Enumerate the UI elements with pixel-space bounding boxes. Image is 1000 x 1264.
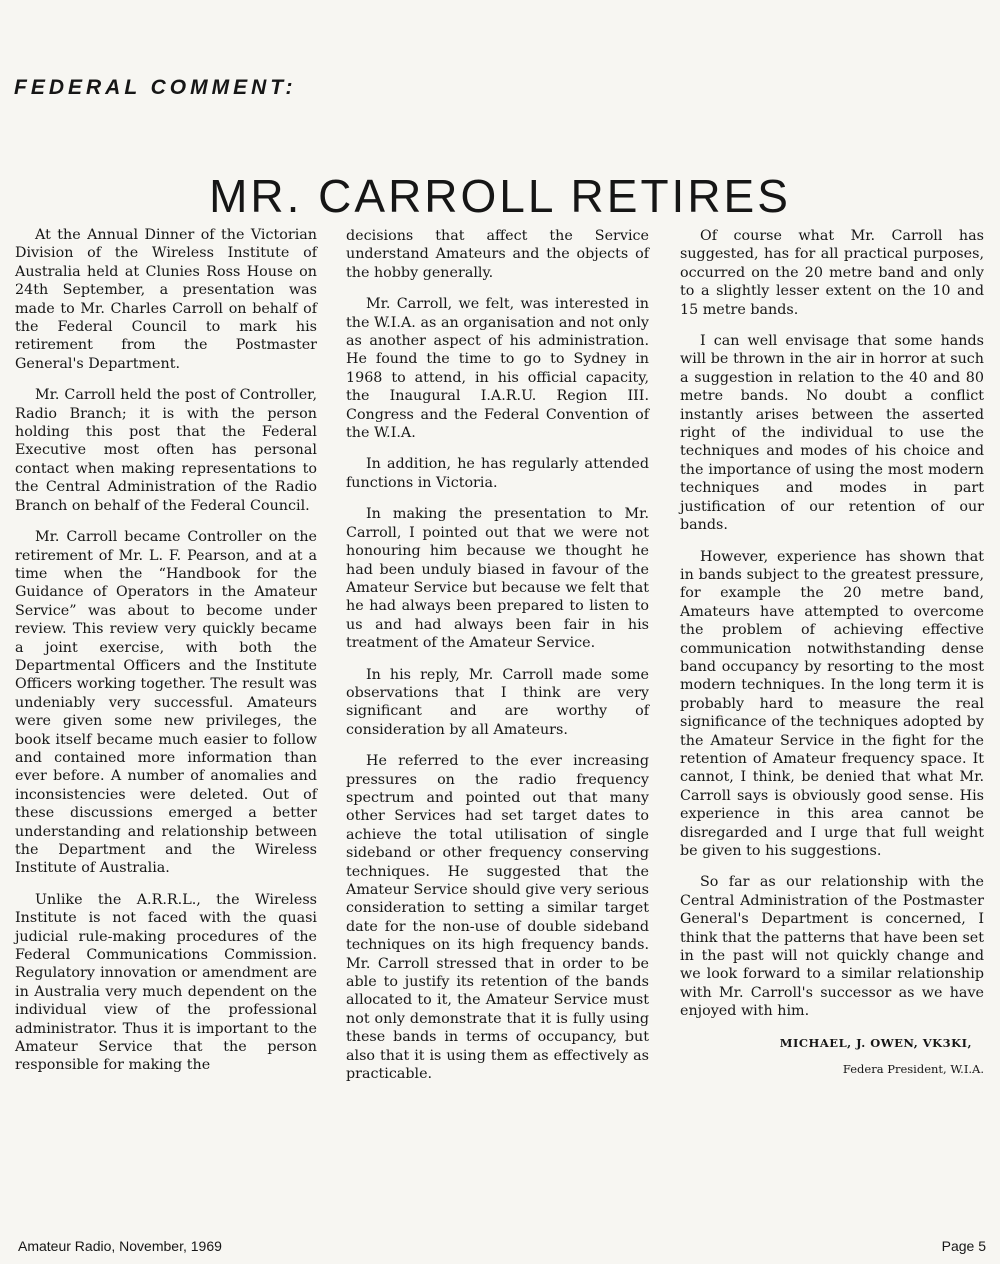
- paragraph: In making the presentation to Mr. Carroll, I pointed out that we were not honouring him because we thought he had been unduly biased in favour of the Amateur Service but because we felt that he had always been prepared to listen to us and had always been fair in his treatment of the Amateur Service.: [346, 506, 649, 652]
- page-number: Page 5: [941, 1238, 986, 1254]
- paragraph: I can well envisage that some hands will be thrown in the air in horror at such a suggestion in relation to the 40 and 80 metre bands. No doubt a conflict instantly arises between the asserted right of the individual to use the techniques and modes of his choice and the importance of using the most modern techniques and modes in part justification of our retention of our bands.: [680, 333, 984, 534]
- paragraph: Of course what Mr. Carroll has suggested, has for all practical purposes, occurred on the 20 metre band and only to a slightly lesser extent on the 10 and 15 metre bands.: [680, 228, 984, 318]
- paragraph: Mr. Carroll became Controller on the retirement of Mr. L. F. Pearson, and at a time when the “Handbook for the Guidance of Operators in the Amateur Service” was about to become under review. This review very quickly became a joint exercise, with both the Departmental Officers and the Institute Officers working together. The result was undeniably very successful. Amateurs were given some new privileges, the book itself became much easier to follow and contained more information than ever before. A number of anomalies and inconsistencies were deleted. Out of these discussions emerged a better understanding and relationship between the Department and the Wireless Institute of Australia.: [15, 529, 317, 877]
- paragraph: So far as our relationship with the Central Administration of the Postmaster General's Department is concerned, I think that the patterns that have been set in the past will not quickly change and we look forward to a similar relationship with Mr. Carroll's successor as we have enjoyed with him.: [680, 874, 984, 1020]
- paragraph: decisions that affect the Service understand Amateurs and the objects of the hobby generally.: [346, 228, 649, 281]
- paragraph: He referred to the ever increasing pressures on the radio frequency spectrum and pointed out that many other Services had set target dates to achieve the total utilisation of single sideband or other frequency conserving techniques. He suggested that the Amateur Service should give very serious consideration to setting a similar target date for the non-use of double sideband techniques on its high frequency bands. Mr. Carroll stressed that in order to be able to justify its retention of the bands allocated to it, the Amateur Service must not only demonstrate that it is fully using these bands in terms of occupancy, but also that it is using them as effectively as practicable.: [346, 753, 649, 1083]
- paragraph: At the Annual Dinner of the Victorian Division of the Wireless Institute of Australia held at Clunies Ross House on 24th September, a presentation was made to Mr. Charles Carroll on behalf of the Federal Council to mark his retirement from the Postmaster General's Department.: [15, 227, 317, 372]
- paragraph: Mr. Carroll, we felt, was interested in the W.I.A. as an organisation and not only as another aspect of his administration. He found the time to go to Sydney in 1968 to attend, in his official capacity, the Inaugural I.A.R.U. Region III. Congress and the Federal Convention of the W.I.A.: [346, 296, 649, 442]
- paragraph: Mr. Carroll held the post of Controller, Radio Branch; it is with the person holding this post that the Federal Executive most often has personal contact when making representations to the Central Administration of the Radio Branch on behalf of the Federal Council.: [15, 387, 317, 514]
- article-title: MR. CARROLL RETIRES: [209, 169, 791, 222]
- signature-name: MICHAEL, J. OWEN, VK3KI,: [779, 1035, 972, 1050]
- text-column-1: [15, 226, 317, 1088]
- paragraph: In addition, he has regularly attended functions in Victoria.: [346, 456, 649, 491]
- paragraph: However, experience has shown that in bands subject to the greatest pressure, for example the 20 metre band, Amateurs have attempted to overcome the problem of achieving effective communication notwithstanding dense band occupancy by resorting to the most modern techniques. In the long term it is probably hard to measure the real significance of the techniques adopted by the Amateur Service in the fight for the retention of Amateur frequency space. It cannot, I think, be denied that what Mr. Carroll says is obviously good sense. His experience in this area cannot be disregarded and I urge that full weight be given to his suggestions.: [680, 548, 984, 859]
- text-column-2: [346, 227, 649, 1096]
- footer-publication: Amateur Radio, November, 1969: [18, 1238, 222, 1254]
- paragraph: In his reply, Mr. Carroll made some observations that I think are very significant and are worthy of consideration by all Amateurs.: [346, 666, 649, 738]
- section-kicker: FEDERAL COMMENT:: [14, 76, 297, 99]
- paragraph: Unlike the A.R.R.L., the Wireless Institute is not faced with the quasi judicial rule-making procedures of the Federal Communications Commission. Regulatory innovation or amendment are in Australia very much dependent on the individual view of the professional administrator. Thus it is important to the Amateur Service that the person responsible for making the: [15, 891, 317, 1074]
- text-column-3: [680, 227, 984, 1078]
- signature-title: Federa President, W.I.A.: [842, 1062, 984, 1077]
